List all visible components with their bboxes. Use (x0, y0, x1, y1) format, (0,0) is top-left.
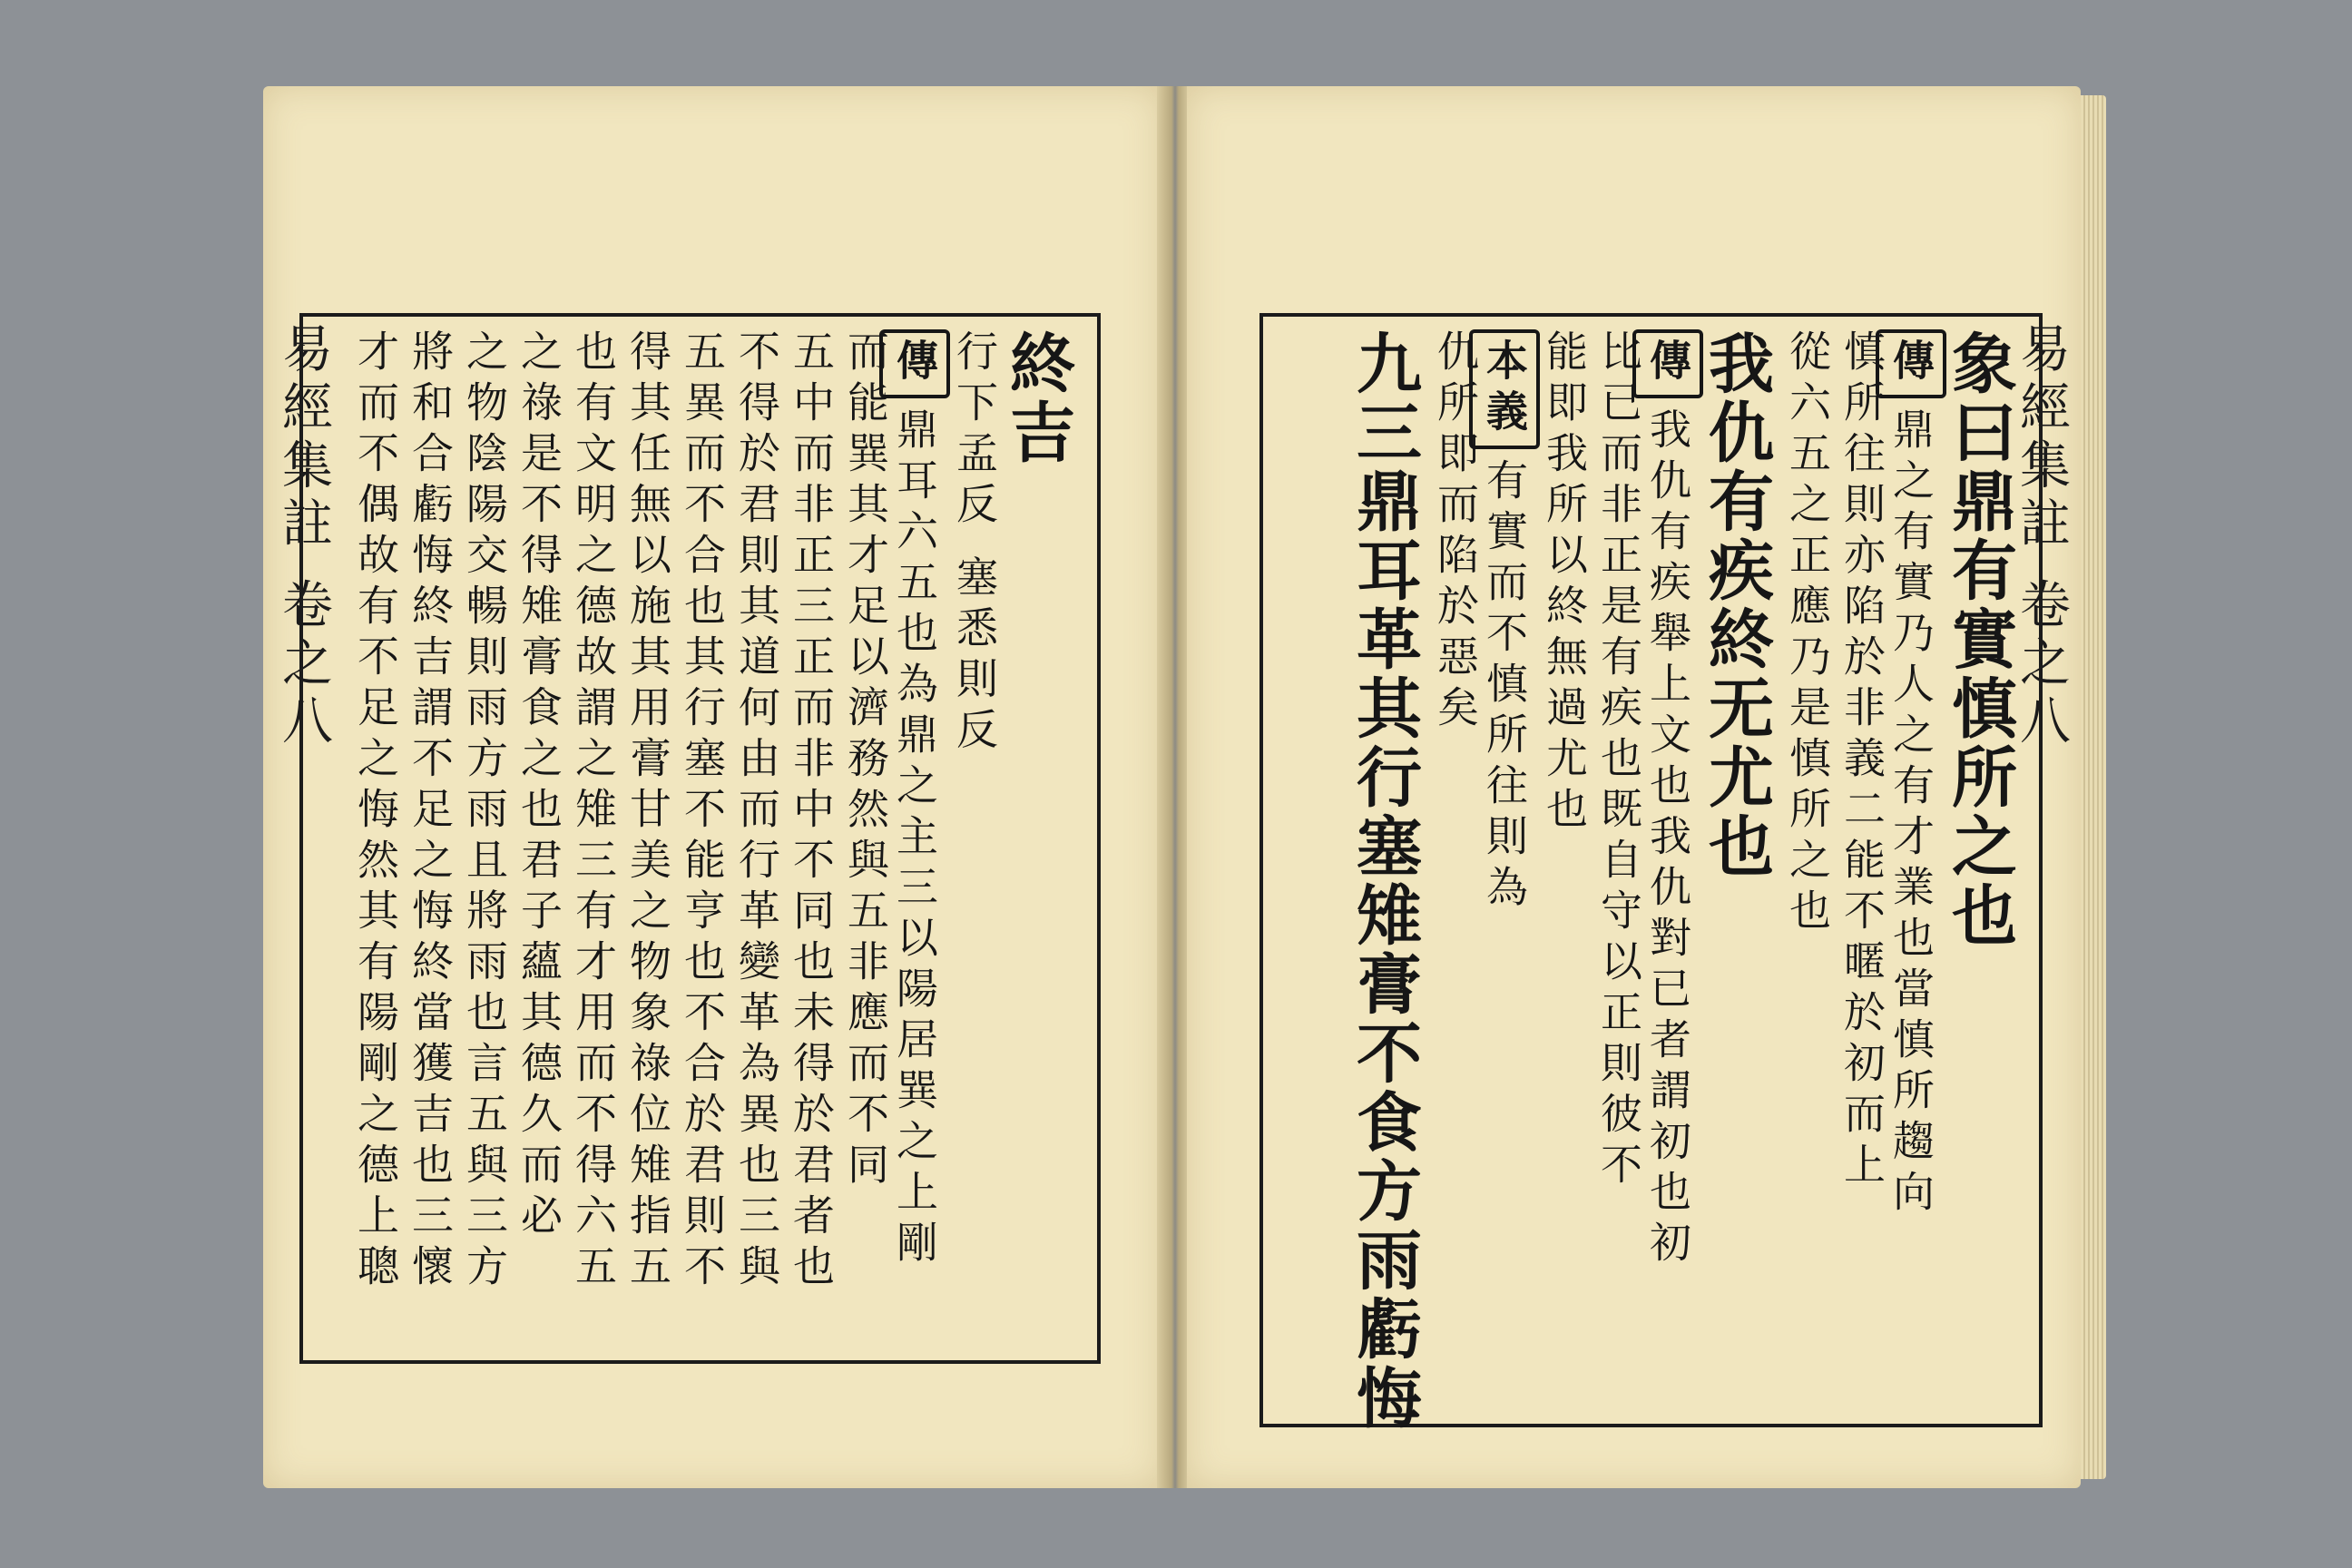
left-page-column-6 (678, 329, 732, 1348)
column-text: 象曰鼎有實慎所之也 (1941, 329, 2018, 950)
column-text: 有實而不慎所往則為 (1480, 458, 1529, 916)
right-text-frame (1259, 313, 2043, 1433)
column-text: 五中而非正三正而非中不同也未得於君者也 (787, 329, 836, 1295)
commentary-marker: 傳 (1876, 329, 1946, 398)
column-text: 得其任無以施其用膏甘美之物象祿位雉指五 (623, 329, 672, 1295)
column-text: 五異而不合也其行塞不能亨也不合於君則不 (678, 329, 727, 1295)
right-text-columns (1276, 329, 2026, 1433)
open-book (263, 86, 2105, 1488)
column-text: 仇所即而陷於惡矣 (1431, 329, 1480, 736)
column-text: 比已而非正是有疾也既自守以正則彼不 (1594, 329, 1643, 1193)
column-text: 慎所往則亦陷於非義二能不暱於初而上 (1838, 329, 1886, 1193)
left-text-columns (316, 329, 1084, 1348)
right-page-column-8 (1480, 329, 1540, 1411)
left-page-column-10 (460, 329, 514, 1348)
column-text: 鼎之有實乃人之有才業也當慎所趨向 (1886, 407, 1936, 1220)
commentary-marker: 本義 (1469, 329, 1540, 449)
column-text: 我仇有疾舉上文也我仇對已者謂初也初 (1643, 407, 1692, 1271)
left-page-column-9 (514, 329, 569, 1348)
left-page-column-7 (623, 329, 678, 1348)
left-page-column-12 (351, 329, 406, 1348)
column-text: 不得於君則其道何由而行革變革為異也三與 (732, 329, 781, 1295)
left-page-column-4 (787, 329, 841, 1348)
commentary-marker: 傳 (879, 329, 950, 398)
right-page-column-0 (1941, 329, 2026, 1411)
left-page-column-1 (950, 329, 1004, 1348)
left-page-column-8 (569, 329, 623, 1348)
left-page (263, 86, 1161, 1488)
column-text: 我仇有疾終无尤也 (1698, 329, 1775, 881)
commentary-marker: 傳 (1632, 329, 1703, 398)
column-text: 九三鼎耳革其行塞雉膏不食方雨虧悔 (1346, 329, 1423, 1433)
right-page (1187, 86, 2081, 1488)
column-text: 鼎耳六五也為鼎之主三以陽居巽之上剛 (890, 407, 939, 1271)
column-text: 之物陰陽交暢則雨方雨且將雨也言五與三方 (460, 329, 509, 1295)
column-text: 從六五之正應乃是慎所之也 (1783, 329, 1832, 939)
column-text: 能即我所以終無過尤也 (1540, 329, 1589, 838)
right-page-column-10 (1346, 329, 1431, 1433)
left-page-column-0 (999, 329, 1084, 1348)
left-text-frame (299, 313, 1101, 1364)
right-page-title: 易經集註 卷之八 (2012, 322, 2071, 752)
left-page-title: 易經集註 卷之八 (274, 322, 333, 752)
column-text: 終吉 (999, 329, 1076, 467)
page-edges (2081, 95, 2106, 1479)
column-text: 之祿是不得雉膏食之也君子蘊其德久而必 (514, 329, 564, 1244)
left-page-column-2 (890, 329, 950, 1348)
left-page-column-5 (732, 329, 787, 1348)
column-text: 才而不偶故有不足之悔然其有陽剛之德上聰 (351, 329, 400, 1295)
right-page-column-3 (1783, 329, 1838, 1411)
column-text: 而能巽其才足以濟務然與五非應而不同 (841, 329, 890, 1193)
right-page-column-4 (1698, 329, 1783, 1411)
column-text: 也有文明之德故謂之雉三有才用而不得六五 (569, 329, 618, 1295)
column-text: 行下孟反 塞悉則反 (950, 329, 999, 759)
right-page-column-7 (1540, 329, 1594, 1411)
left-page-column-11 (406, 329, 460, 1348)
column-text: 將和合虧悔終吉謂不足之悔終當獲吉也三懷 (406, 329, 455, 1295)
